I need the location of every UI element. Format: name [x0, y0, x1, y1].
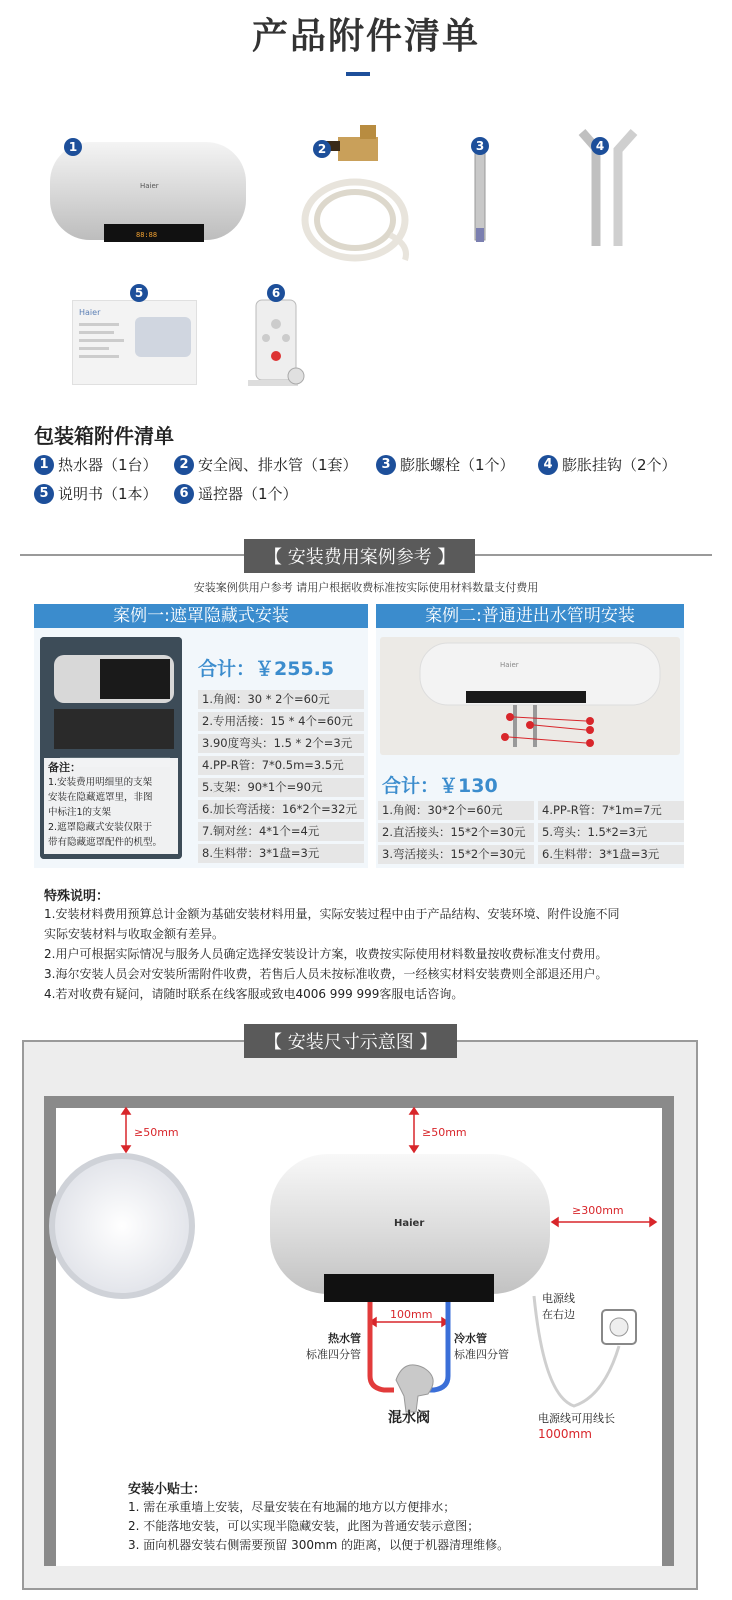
case1-item: 5.支架：90*1个=90元: [198, 778, 364, 797]
package-item-label: 遥控器（1个）: [198, 485, 298, 503]
package-item-4: [538, 454, 677, 475]
special-line: 实际安装材料与收取金额有差异。: [44, 927, 225, 941]
case2-item: 1.角阀：30*2个=60元: [378, 801, 534, 820]
case1-note-line: 中标注1的支架: [48, 807, 112, 818]
package-item-label: 安全阀、排水管（1套）: [198, 456, 358, 474]
accessory-number-4: 4: [591, 137, 609, 155]
case1-note-line: 1.安装费用明细里的支架: [48, 777, 153, 788]
title-underline: [346, 72, 370, 76]
package-item-label: 热水器（1台）: [58, 456, 158, 474]
power-cord-label-1: 电源线: [542, 1292, 575, 1305]
case1-note-title: 备注：: [48, 761, 81, 774]
gap-side-label: ≥300mm: [572, 1204, 624, 1217]
package-item-1: [34, 454, 158, 475]
heater-brand-text: Haier: [140, 182, 159, 190]
case2-item-list-right: [538, 801, 684, 864]
case1-item: 8.生料带：3*1盘=3元: [198, 844, 364, 863]
heater-display-text: 88:88: [136, 231, 158, 239]
pipe-gap-label: 100mm: [390, 1308, 433, 1321]
cord-length-value: 1000mm: [538, 1427, 592, 1441]
gap-top-left-label: ≥50mm: [134, 1126, 179, 1139]
accessory-number-2: 2: [313, 140, 331, 158]
package-item-label: 膨胀挂钩（2个）: [562, 456, 677, 474]
diagram-heater-brand: Haier: [394, 1218, 425, 1229]
cord-length-title: 电源线可用线长: [538, 1412, 615, 1425]
case1-item: 1.角阀：30 * 2个=60元: [198, 690, 364, 709]
special-line: 4.若对收费有疑问，请随时联系在线客服或致电4006 999 999客服电话咨询。: [44, 987, 464, 1001]
package-number: 2: [174, 455, 194, 475]
package-item-5: [34, 483, 158, 504]
cold-pipe-std-label: 标准四分管: [454, 1348, 509, 1361]
mixer-label: 混水阀: [388, 1410, 430, 1426]
package-item-label: 说明书（1本）: [58, 485, 158, 503]
special-line: 1.安装材料费用预算总计金额为基础安装材料用量，实际安装过程中由于产品结构、安装环境、附件设施不同: [44, 907, 620, 921]
tips-list: [128, 1498, 648, 1555]
case2-total: 合计：￥130: [382, 775, 498, 797]
accessory-number-3: 3: [471, 137, 489, 155]
case2-item: 6.生料带：3*1盘=3元: [538, 845, 684, 864]
accessory-number-5: 5: [130, 284, 148, 302]
tip-line: 1. 需在承重墙上安装，尽量安装在有地漏的地方以方便排水；: [128, 1500, 456, 1514]
special-line: 3.海尔安装人员会对安装所需附件收费，若售后人员未按标准收费，一经核实材料安装费则全部退还用户。: [44, 967, 608, 981]
hot-pipe-std-label: 标准四分管: [306, 1348, 361, 1361]
expansion-bolt-image: [470, 150, 490, 245]
case2-item: 3.弯活接头：15*2个=30元: [378, 845, 534, 864]
cold-pipe-label: 冷水管: [454, 1332, 487, 1345]
package-number: 5: [34, 484, 54, 504]
special-notes: [44, 904, 724, 1004]
case1-item-list: [198, 690, 364, 863]
fees-subtitle: 安装案例供用户参考 请用户根据收费标准按实际使用材料数量支付费用: [193, 581, 539, 594]
case2-item: 2.直活接头：15*2个=30元: [378, 823, 534, 842]
special-line: 2.用户可根据实际情况与服务人员确定选择安装设计方案，收费按实际使用材料数量按收费标准支付费用。: [44, 947, 608, 961]
package-list-title: 包装箱附件清单: [34, 424, 174, 448]
case1-item: 3.90度弯头：1.5 * 2个=3元: [198, 734, 364, 753]
case2-item: 5.弯头：1.5*2=3元: [538, 823, 684, 842]
hot-pipe-label: 热水管: [328, 1332, 361, 1345]
tips-title: 安装小贴士：: [128, 1482, 207, 1497]
water-heater-image: [48, 138, 248, 248]
case2-item: 4.PP-R管：7*1m=7元: [538, 801, 684, 820]
case1-title: 案例一:遮罩隐藏式安装: [34, 604, 368, 628]
case1-note: [44, 758, 178, 854]
tip-line: 2. 不能落地安装，可以实现半隐藏安装，此图为普通安装示意图；: [128, 1519, 480, 1533]
package-number: 6: [174, 484, 194, 504]
special-title: 特殊说明：: [44, 889, 110, 904]
fees-section-title: 【 安装费用案例参考 】: [244, 539, 475, 573]
accessory-number-6: 6: [267, 284, 285, 302]
package-number: 3: [376, 455, 396, 475]
manual-image: [72, 300, 197, 385]
tip-line: 3. 面向机器安装右侧需要预留 300mm 的距离，以便于机器清理维修。: [128, 1538, 510, 1552]
case1-note-line: 安装在隐藏遮罩里，非图: [48, 792, 153, 803]
case1-note-line: 2.遮罩隐藏式安装仅限于: [48, 822, 153, 833]
case1-item: 4.PP-R管：7*0.5m=3.5元: [198, 756, 364, 775]
accessory-number-1: 1: [64, 138, 82, 156]
gap-top-right-label: ≥50mm: [422, 1126, 467, 1139]
manual-brand-text: Haier: [79, 308, 101, 317]
case1-item: 6.加长弯活接：16*2个=32元: [198, 800, 364, 819]
dimensions-section-title: 【 安装尺寸示意图 】: [244, 1024, 457, 1058]
package-number: 1: [34, 455, 54, 475]
package-item-2: [174, 454, 358, 475]
package-item-3: [376, 454, 515, 475]
remote-control-image: [246, 298, 306, 390]
case2-photo: [380, 637, 680, 755]
case2-item-list-left: [378, 801, 534, 864]
case1-item: 7.铜对丝：4*1个=4元: [198, 822, 364, 841]
package-item-label: 膨胀螺栓（1个）: [400, 456, 515, 474]
case1-note-line: 带有隐藏遮罩配件的机型。: [48, 837, 163, 848]
case2-title: 案例二:普通进出水管明安装: [376, 604, 684, 628]
case1-item: 2.专用活接：15 * 4个=60元: [198, 712, 364, 731]
case2-brand-text: Haier: [500, 661, 519, 669]
page-title: 产品附件清单: [251, 16, 480, 57]
package-item-6: [174, 483, 298, 504]
package-number: 4: [538, 455, 558, 475]
case1-total: 合计：￥255.5: [198, 658, 335, 680]
power-cord-label-2: 在右边: [542, 1308, 575, 1321]
